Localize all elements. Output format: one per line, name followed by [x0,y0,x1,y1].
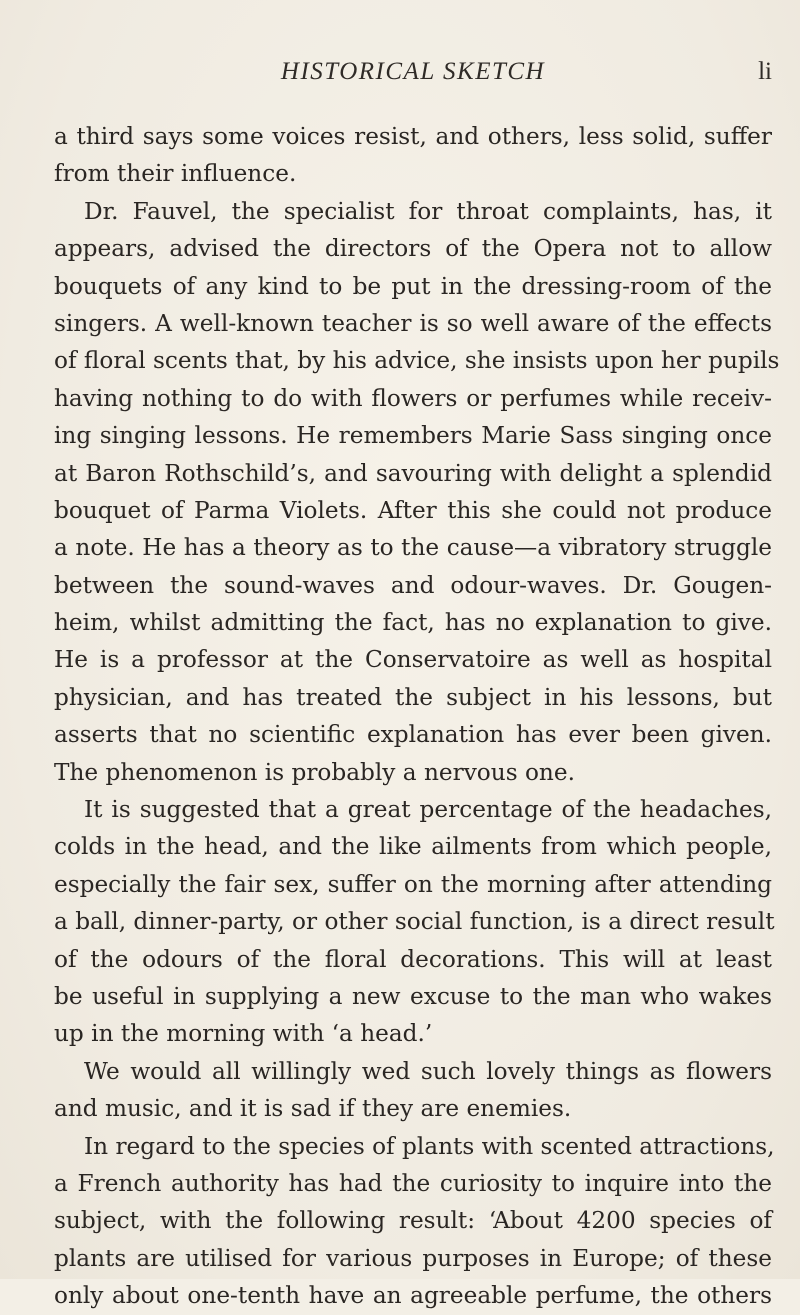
text-line: having nothing to do with flowers or perfumes while receiv- [54,384,772,412]
text-line: ing singing lessons. He remembers Marie Sass singing once [54,422,772,450]
running-title: HISTORICAL SKETCH [280,58,546,85]
text-line: We would all willingly wed such lovely things as flowers [84,1057,772,1085]
body-text [54,118,780,1315]
text-line: and music, and it is sad if they are enemies. [54,1095,572,1123]
text-line: only about one-tenth have an agreeable perfume, the others [54,1282,772,1310]
text-line: The phenomenon is probably a nervous one. [54,758,575,786]
text-line: from their influence. [54,160,297,188]
text-line: plants are utilised for various purposes in Europe; of these [54,1244,772,1272]
text-line: at Baron Rothschild’s, and savouring with delight a splendid [54,459,772,487]
text-line: a ball, dinner-party, or other social function, is a direct result [54,908,775,936]
text-line: bouquets of any kind to be put in the dressing-room of the [54,272,772,300]
text-line: physician, and has treated the subject in his lessons, but [54,683,772,711]
text-line: of floral scents that, by his advice, she insists upon her pupils [54,347,780,375]
text-line: up in the morning with ‘a head.’ [54,1020,433,1048]
page-number: li [758,58,772,85]
text-line: especially the fair sex, suffer on the morning after attending [54,870,772,898]
running-head [54,58,772,94]
text-line: a third says some voices resist, and others, less solid, suffer [54,123,772,150]
text-line: of the odours of the floral decorations. This will at least [54,945,772,973]
text-line: colds in the head, and the like ailments from which people, [54,833,772,861]
text-line: be useful in supplying a new excuse to the man who wakes [54,982,772,1010]
text-line: In regard to the species of plants with scented attractions, [84,1132,775,1160]
text-line: a French authority has had the curiosity to inquire into the [54,1169,772,1197]
text-line: heim, whilst admitting the fact, has no explanation to give. [54,609,772,637]
text-line: appears, advised the directors of the Opera not to allow [54,235,772,263]
text-line: It is suggested that a great percentage of the headaches, [84,796,772,824]
text-line: singers. A well-known teacher is so well aware of the effects [54,309,772,337]
text-line: Dr. Fauvel, the specialist for throat complaints, has, it [84,197,772,225]
text-line: between the sound-waves and odour-waves. Dr. Gougen- [54,571,772,599]
text-line: a note. He has a theory as to the cause—a vibratory struggle [54,534,772,562]
text-line: asserts that no scientific explanation has ever been given. [54,721,772,749]
text-line: subject, with the following result: ‘About 4200 species of [54,1207,772,1235]
text-line: bouquet of Parma Violets. After this she could not produce [54,496,772,524]
text-line: He is a professor at the Conservatoire as well as hospital [54,646,772,674]
